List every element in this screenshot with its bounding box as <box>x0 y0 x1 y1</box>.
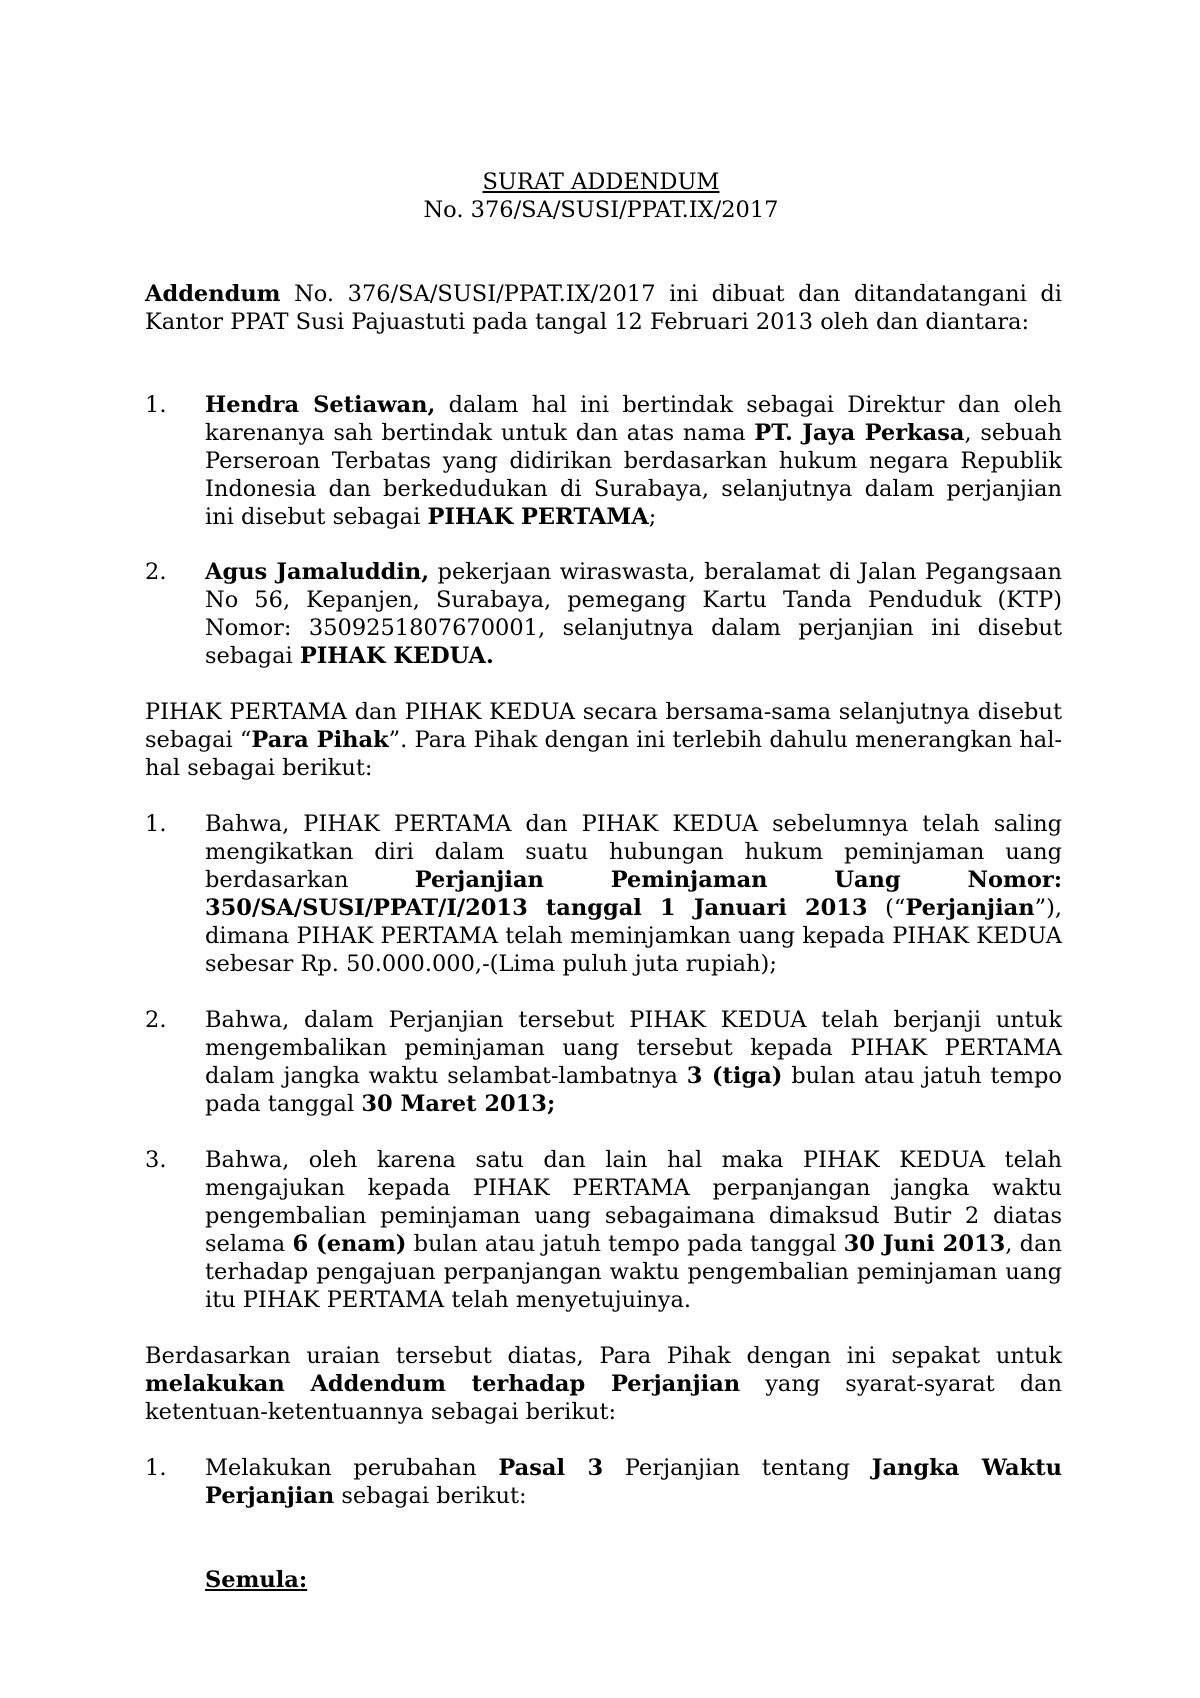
recital-segment: (“ <box>867 895 906 921</box>
agreement-segment: Perjanjian tentang <box>603 1455 872 1481</box>
intro-bold-lead: Addendum <box>145 281 281 307</box>
conclusion-paragraph <box>145 1342 1062 1426</box>
recital-item-1 <box>145 810 1062 978</box>
document-header <box>140 168 1062 224</box>
party-text <box>205 558 1062 670</box>
conclusion-text: Berdasarkan uraian tersebut diatas, Para Pihak dengan ini sepakat untuk <box>145 1343 1062 1369</box>
conclusion-text-cont: yang syarat-syarat dan ketentuan-ketentuannya sebagai berikut: <box>145 1371 1063 1425</box>
recital-text <box>205 810 1062 978</box>
recital-segment: Bahwa, PIHAK PERTAMA dan PIHAK KEDUA sebelumnya telah saling mengikatkan diri dalam suatu hubungan hukum peminjaman uang berdasarkan <box>205 811 1062 893</box>
list-marker: 2. <box>145 559 167 585</box>
recital-segment: ”), dimana PIHAK PERTAMA telah meminjamkan uang kepada PIHAK KEDUA sebesar Rp. 50.000.000,-(Lima puluh juta rupiah); <box>205 895 1062 977</box>
para-pihak-text-cont: ”. Para Pihak dengan ini terlebih dahulu menerangkan hal-hal sebagai berikut: <box>145 727 1063 781</box>
recital-segment: bulan atau jatuh tempo pada tanggal <box>406 1231 844 1257</box>
agreement-text <box>205 1454 1062 1510</box>
party-name: Agus Jamaluddin, <box>205 559 430 585</box>
agreement-segment: sebagai berikut: <box>334 1483 527 1509</box>
semula-heading: Semula: <box>205 1567 308 1593</box>
party-item-1 <box>145 391 1062 531</box>
recital-bold: 3 (tiga) <box>686 1063 783 1089</box>
recital-segment: bulan atau jatuh tempo pada tanggal <box>205 1063 1062 1117</box>
para-pihak-text: PIHAK PERTAMA dan PIHAK KEDUA secara bersama-sama selanjutnya disebut sebagai “ <box>145 699 1062 753</box>
recital-text <box>205 1146 1062 1314</box>
party-name: Hendra Setiawan, <box>205 392 436 418</box>
document-number: No. 376/SA/SUSI/PPAT.IX/2017 <box>423 197 779 223</box>
recital-bold: Perjanjian <box>905 895 1035 921</box>
list-marker: 1. <box>145 811 167 837</box>
party-role: PIHAK KEDUA. <box>299 643 494 669</box>
agreement-segment: Melakukan perubahan <box>205 1455 499 1481</box>
conclusion-bold: melakukan Addendum terhadap Perjanjian <box>145 1371 741 1397</box>
party-end: ; <box>648 504 657 530</box>
party-description: dalam hal ini bertindak sebagai Direktur dan oleh karenanya sah bertindak untuk dan atas nama <box>205 392 1063 446</box>
para-pihak-paragraph <box>145 698 1062 782</box>
party-text <box>205 391 1062 531</box>
recital-segment: Bahwa, oleh karena satu dan lain hal maka PIHAK KEDUA telah mengajukan kepada PIHAK PERTAMA perpanjangan jangka waktu pengembalian peminjaman uang sebagaimana dimaksud Butir 2 diatas selama <box>205 1147 1062 1257</box>
list-marker: 2. <box>145 1007 167 1033</box>
para-pihak-bold: Para Pihak <box>251 727 389 753</box>
list-marker: 1. <box>145 392 167 418</box>
recital-bold: 6 (enam) <box>292 1231 407 1257</box>
recital-bold: 30 Juni 2013 <box>843 1231 1006 1257</box>
recital-bold: Perjanjian Peminjaman Uang Nomor: 350/SA/SUSI/PPAT/I/2013 tanggal 1 Januari 2013 <box>205 867 1063 921</box>
party-role: PIHAK PERTAMA <box>427 504 649 530</box>
list-marker: 1. <box>145 1455 167 1481</box>
recital-segment: Bahwa, dalam Perjanjian tersebut PIHAK KEDUA telah berjanji untuk mengembalikan peminjaman uang tersebut kepada PIHAK PERTAMA dalam jangka waktu selambat-lambatnya <box>205 1007 1062 1089</box>
recital-item-3 <box>145 1146 1062 1314</box>
document-title: SURAT ADDENDUM <box>482 169 720 195</box>
agreement-bold: Jangka Waktu Perjanjian <box>205 1455 1062 1509</box>
recitals-list <box>145 810 1062 1314</box>
party-description: pekerjaan wiraswasta, beralamat di Jalan Pegangsaan No 56, Kepanjen, Surabaya, pemegang Kartu Tanda Penduduk (KTP) Nomor: 3509251807670001, selanjutnya dalam perjanjian ini disebut sebagai <box>205 559 1062 669</box>
party-company: PT. Jaya Perkasa <box>754 420 965 446</box>
intro-paragraph <box>145 280 1062 336</box>
recital-segment: , dan terhadap pengajuan perpanjangan waktu pengembalian peminjaman uang itu PIHAK PERTAMA telah menyetujuinya. <box>205 1231 1062 1313</box>
party-item-2 <box>145 558 1062 670</box>
recital-item-2 <box>145 1006 1062 1118</box>
agreement-item-1 <box>145 1454 1062 1510</box>
party-description-cont: , sebuah Perseroan Terbatas yang didirikan berdasarkan hukum negara Republik Indonesia dan berkedudukan di Surabaya, selanjutnya dalam perjanjian ini disebut sebagai <box>205 420 1062 530</box>
agreement-list <box>145 1454 1062 1510</box>
recital-text <box>205 1006 1062 1118</box>
parties-list <box>145 391 1062 670</box>
agreement-bold: Pasal 3 <box>498 1455 604 1481</box>
list-marker: 3. <box>145 1147 167 1173</box>
recital-bold: 30 Maret 2013; <box>361 1091 556 1117</box>
intro-text: No. 376/SA/SUSI/PPAT.IX/2017 ini dibuat dan ditandatangani di Kantor PPAT Susi Pajuastuti pada tangal 12 Februari 2013 oleh dan diantara: <box>145 281 1062 335</box>
